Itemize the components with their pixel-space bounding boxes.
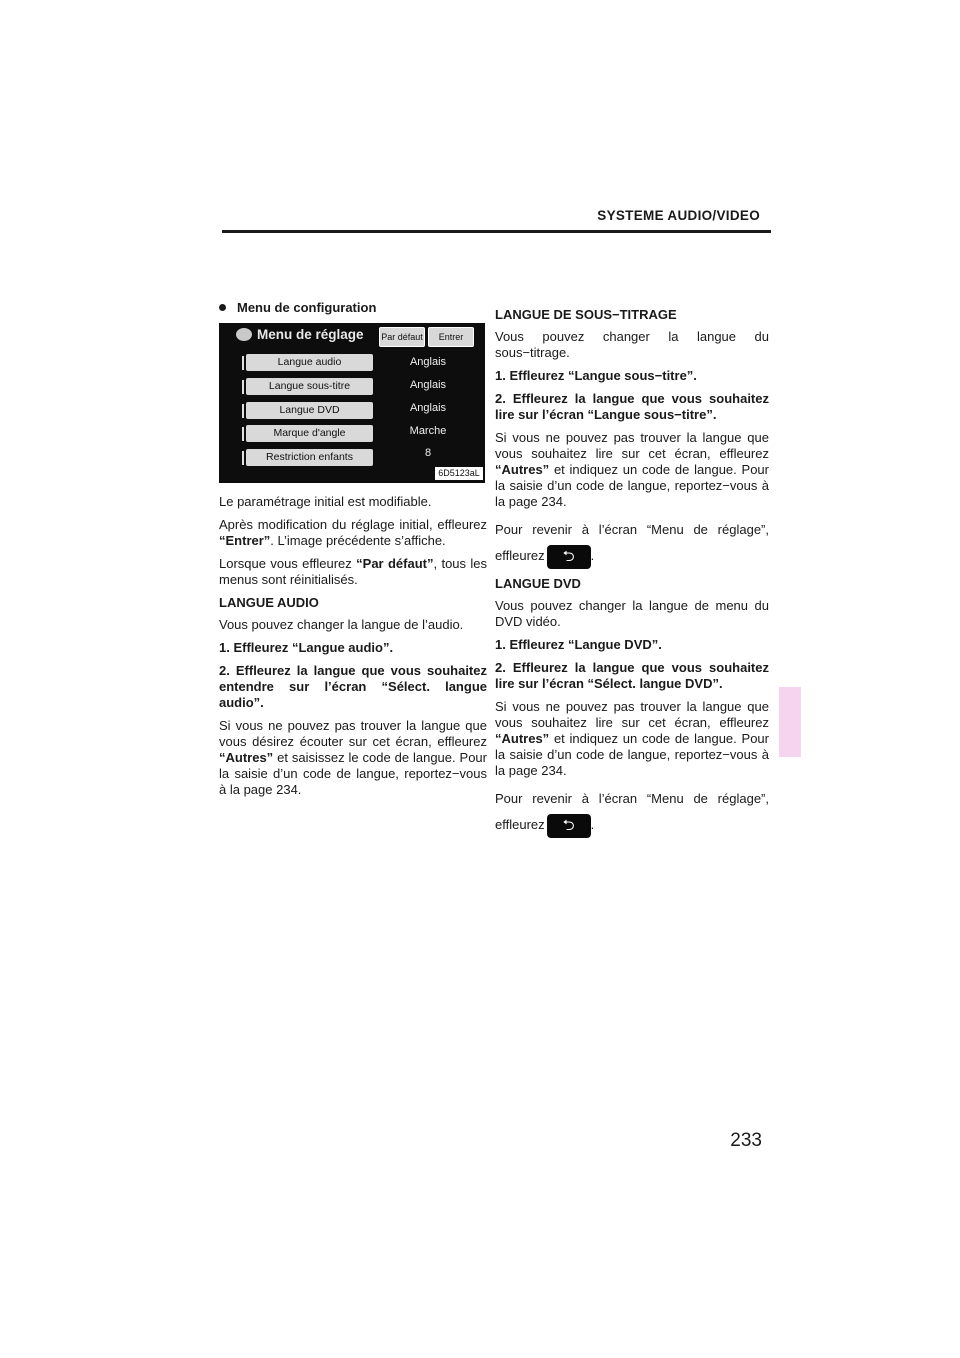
paragraph: Vous pouvez changer la langue du sous−titrage. xyxy=(495,329,769,360)
step: 2. Effleurez la langue que vous souhaitez lire sur l’écran “Langue sous−titre”. xyxy=(495,391,769,422)
left-column xyxy=(219,300,487,805)
step: 1. Effleurez “Langue sous−titre”. xyxy=(495,368,697,383)
screen-title: Menu de réglage xyxy=(257,327,364,342)
heading-dvd-language: LANGUE DVD xyxy=(495,576,581,591)
paragraph: Vous pouvez changer la langue de l’audio. xyxy=(219,617,464,632)
enter-button: Entrer xyxy=(428,327,474,347)
paragraph: Pour revenir à l’écran “Menu de réglage”, effleurez ⮌ . xyxy=(495,786,769,838)
paragraph: Le paramétrage initial est modifiable. xyxy=(219,494,432,509)
menu-row-audio-language: Langue audio xyxy=(246,354,373,371)
image-code: 6D5123aL xyxy=(435,467,483,480)
step: 1. Effleurez “Langue audio”. xyxy=(219,640,394,655)
value-angle-mark: Marche xyxy=(409,425,447,437)
value-audio-language: Anglais xyxy=(409,356,447,368)
value-parental-lock: 8 xyxy=(424,447,432,459)
paragraph: Si vous ne pouvez pas trouver la langue que vous désirez écouter sur cet écran, effleurez “Autres” et saisissez le code de langue. Pour la saisie d’un code de langue, reportez−vous à la page 234. xyxy=(219,718,487,797)
menu-row-dvd-language: Langue DVD xyxy=(246,402,373,419)
bullet-heading: Menu de configuration xyxy=(219,300,487,316)
paragraph: Lorsque vous effleurez “Par défaut”, tous les menus sont réinitialisés. xyxy=(219,556,488,587)
setup-menu-screenshot xyxy=(219,323,485,483)
paragraph: Vous pouvez changer la langue de menu du DVD vidéo. xyxy=(495,598,769,629)
menu-row-angle-mark: Marque d'angle xyxy=(246,425,373,442)
menu-row-subtitle-language: Langue sous-titre xyxy=(246,378,373,395)
section-side-tab xyxy=(779,687,801,757)
value-subtitle-language: Anglais xyxy=(409,379,447,391)
back-button-icon: ⮌ xyxy=(547,814,591,838)
value-dvd-language: Anglais xyxy=(409,402,447,414)
step: 2. Effleurez la langue que vous souhaitez entendre sur l’écran “Sélect. langue audio”. xyxy=(219,663,487,710)
right-column xyxy=(495,307,769,845)
back-button-icon: ⮌ xyxy=(547,545,591,569)
default-button: Par défaut xyxy=(379,327,425,347)
paragraph: Pour revenir à l’écran “Menu de réglage”, effleurez ⮌ . xyxy=(495,517,769,569)
screen-title-bar xyxy=(219,323,485,349)
step: 1. Effleurez “Langue DVD”. xyxy=(495,637,662,652)
heading-audio-language: LANGUE AUDIO xyxy=(219,595,319,610)
menu-row-parental-lock: Restriction enfants xyxy=(246,449,373,466)
paragraph: Après modification du réglage initial, effleurez “Entrer”. L’image précédente s’affiche. xyxy=(219,517,487,548)
paragraph: Si vous ne pouvez pas trouver la langue que vous souhaitez lire sur cet écran, effleurez “Autres” et indiquez un code de langue. Pour la saisie d’un code de langue, reportez−vous à la page 234. xyxy=(495,430,769,509)
bullet-dot-icon xyxy=(219,304,226,311)
heading-subtitle-language: LANGUE DE SOUS−TITRAGE xyxy=(495,307,677,322)
header-rule xyxy=(222,230,771,233)
disc-icon xyxy=(236,328,252,341)
page-number: 233 xyxy=(730,1130,762,1151)
section-header: SYSTEME AUDIO/VIDEO xyxy=(597,208,760,223)
step: 2. Effleurez la langue que vous souhaitez lire sur l’écran “Sélect. langue DVD”. xyxy=(495,660,769,691)
paragraph: Si vous ne pouvez pas trouver la langue que vous souhaitez lire sur cet écran, effleurez “Autres” et indiquez un code de langue. Pour la saisie d’un code de langue, reportez−vous à la page 234. xyxy=(495,699,769,778)
